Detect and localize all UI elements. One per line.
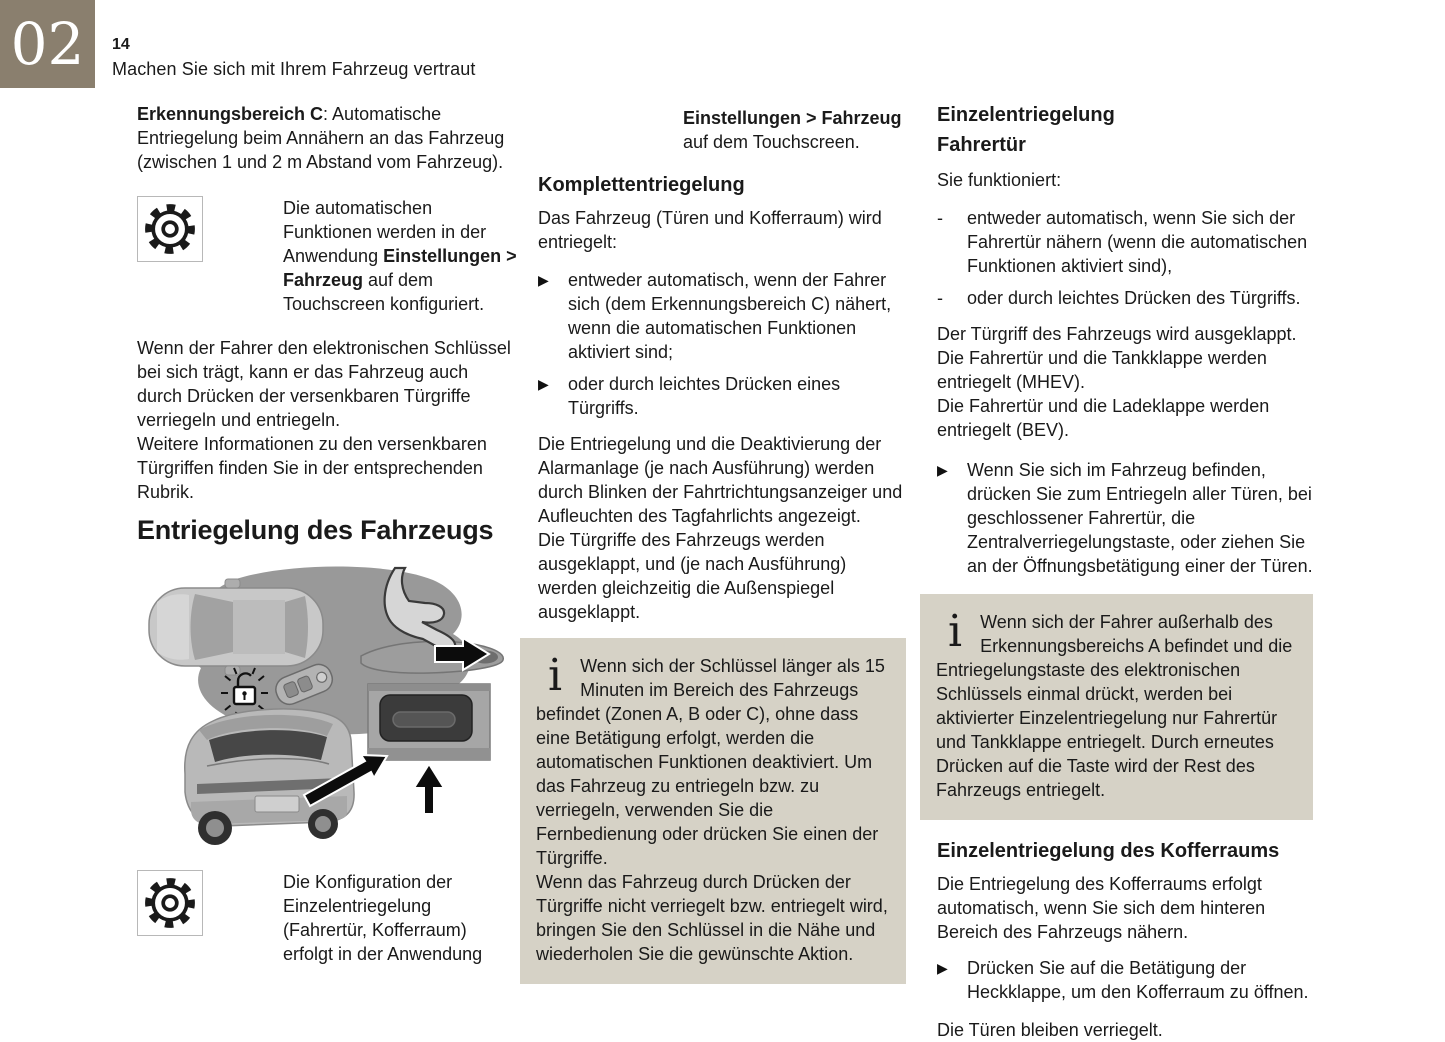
car-rear-view: [185, 709, 354, 845]
arrow-bullet-icon: ▶: [538, 272, 549, 288]
section-heading-complete-unlocking: Komplettentriegelung: [538, 174, 745, 196]
bullet-text: Wenn Sie sich im Fahrzeug befinden, drücken Sie zum Entriegeln aller Türen, bei geschlossener Fahrertür, die Zentralverriegelungstaste, oder ziehen Sie an der Öffnungsbetätigung einer der Türen.: [967, 460, 1313, 576]
dash-bullet-icon: -: [937, 288, 943, 308]
bullet-text: oder durch leichtes Drücken des Türgriffs.: [967, 288, 1301, 308]
bullet-text: entweder automatisch, wenn der Fahrer sich (dem Erkennungsbereich C) nähert, wenn die automatischen Funktionen aktiviert sind;: [568, 270, 892, 362]
paragraph-text: Wenn der Fahrer den elektronischen Schlüssel bei sich trägt, kann er das Fahrzeug auch durch Drücken der versenkbaren Türgriffe verriegeln und entriegeln.: [137, 338, 511, 430]
action-bullet: [937, 458, 1313, 578]
paragraph-boot: Die Entriegelung des Kofferraums erfolgt automatisch, wenn Sie sich dem hinteren Bereich des Fahrzeugs nähern.: [937, 874, 1266, 942]
section-heading-individual-unlocking: Einzelentriegelung: [937, 104, 1115, 126]
menu-path: Einstellungen > Fahrzeug: [683, 108, 902, 128]
paragraph-intro: Sie funktioniert:: [937, 170, 1062, 190]
paragraph-text: Die Entriegelung und die Deaktivierung der Alarmanlage (je nach Ausführung) werden durch Blinken der Fahrtrichtungsanzeiger und Aufleuchten des Tagfahrlichts angezeigt.: [538, 434, 903, 526]
gear-icon: [137, 870, 203, 936]
paragraph-text: Die Fahrertür und die Ladeklappe werden entriegelt (BEV).: [937, 396, 1270, 440]
action-bullet: [538, 372, 906, 420]
bullet-text: Drücken Sie auf die Betätigung der Heckklappe, um den Kofferraum zu öffnen.: [967, 958, 1309, 1002]
action-bullet: [937, 956, 1313, 1004]
bullet-text: oder durch leichtes Drücken eines Türgriffs.: [568, 374, 841, 418]
paragraph-feedback: [538, 432, 906, 624]
paragraph-unlock-result: [937, 322, 1313, 442]
info-icon: i: [948, 606, 963, 657]
info-box: [920, 594, 1313, 820]
paragraph-text: Der Türgriff des Fahrzeugs wird ausgeklappt.: [937, 324, 1297, 344]
page-title: Machen Sie sich mit Ihrem Fahrzeug vertraut: [112, 59, 476, 79]
dash-bullet: [937, 206, 1313, 278]
page-number: 14: [112, 36, 130, 53]
paragraph-intro: Das Fahrzeug (Türen und Kofferraum) wird entriegelt:: [538, 208, 882, 252]
note-text: Die automatischen Funktionen werden in der Anwendung: [283, 198, 487, 266]
dash-bullet-icon: -: [937, 208, 943, 228]
paragraph-text: Weitere Informationen zu den versenkbaren Türgriffen finden Sie in der entsprechenden Rubrik.: [137, 434, 487, 502]
info-text: Wenn sich der Schlüssel länger als 15 Minuten im Bereich des Fahrzeugs befindet (Zonen A, B oder C), ohne dass eine Betätigung erfolgt, werden die automatischen Funktionen deaktiviert. Um das Fahrzeug zu entriegeln bzw. zu verriegeln, verwenden Sie die Fernbedienung oder drücken Sie einen der Türgriffe.: [536, 656, 885, 868]
bullet-text: entweder automatisch, wenn Sie sich der Fahrertür nähern (wenn die automatischen Funktionen aktiviert sind),: [967, 208, 1308, 276]
column-middle: [538, 102, 906, 984]
arrow-bullet-icon: ▶: [538, 376, 549, 392]
paragraph-doors-locked: Die Türen bleiben verriegelt.: [937, 1020, 1163, 1040]
gear-icon: [137, 196, 203, 262]
settings-note-text: Die Konfiguration der Einzelentriegelung (Fahrertür, Kofferraum) erfolgt in der Anwendung: [283, 872, 483, 964]
section-heading-unlocking: Entriegelung des Fahrzeugs: [137, 515, 494, 545]
paragraph-key-carry: [137, 336, 517, 504]
dash-bullet: [937, 286, 1313, 310]
settings-note-row-2: [137, 870, 517, 966]
arrow-bullet-icon: ▶: [937, 960, 948, 976]
column-right: [937, 102, 1313, 1042]
info-text: Wenn sich der Fahrer außerhalb des Erkennungsbereichs A befindet und die Entriegelungstaste des elektronischen Schlüssels einmal drückt, werden bei aktivierter Einzelentriegelung nur Fahrertür und Tankklappe entriegelt. Durch erneutes Drücken auf die Taste wird der Rest des Fahrzeugs entriegelt.: [936, 612, 1293, 800]
paragraph-detection-zone: [137, 102, 517, 174]
subsection-heading-driver-door: Fahrertür: [937, 134, 1026, 156]
action-bullet: [538, 268, 906, 364]
bold-term: Erkennungsbereich C: [137, 104, 324, 124]
info-icon: i: [548, 650, 563, 701]
paragraph-text: Die Fahrertür und die Tankklappe werden entriegelt (MHEV).: [937, 348, 1267, 392]
chapter-badge: [0, 0, 95, 88]
note-text: auf dem Touchscreen konfiguriert.: [283, 270, 485, 314]
vehicle-unlock-illustration: [137, 560, 517, 858]
paragraph-text: : Automatische Entriegelung beim Annähern an das Fahrzeug (zwischen 1 und 2 m Abstand vom Fahrzeug).: [137, 104, 505, 172]
menu-path: Einstellungen > Fahrzeug: [283, 246, 517, 290]
gear-icon-glyph: [144, 203, 196, 255]
tailgate-handle-closeup: [368, 684, 490, 760]
gear-icon-glyph: [144, 877, 196, 929]
section-heading-boot-unlocking: Einzelentriegelung des Kofferraums: [937, 840, 1280, 862]
note-text: auf dem Touchscreen.: [683, 132, 860, 152]
info-text: Wenn das Fahrzeug durch Drücken der Türgriffe nicht verriegelt bzw. entriegelt wird, bringen Sie den Schlüssel in die Nähe und wiederholen Sie die gewünschte Aktion.: [536, 872, 888, 964]
settings-note-row: [137, 196, 517, 316]
info-box: [520, 638, 906, 984]
arrow-bullet-icon: ▶: [937, 462, 948, 478]
car-top-view: [149, 579, 323, 675]
paragraph-text: Die Türgriffe des Fahrzeugs werden ausgeklappt, und (je nach Ausführung) werden gleichzeitig die Außenspiegel ausgeklappt.: [538, 530, 847, 622]
settings-note-text: [283, 196, 517, 316]
chapter-number: 02: [10, 10, 85, 78]
settings-note-continuation: [683, 106, 906, 154]
column-left: [137, 102, 517, 966]
arrow-up: [414, 764, 444, 814]
